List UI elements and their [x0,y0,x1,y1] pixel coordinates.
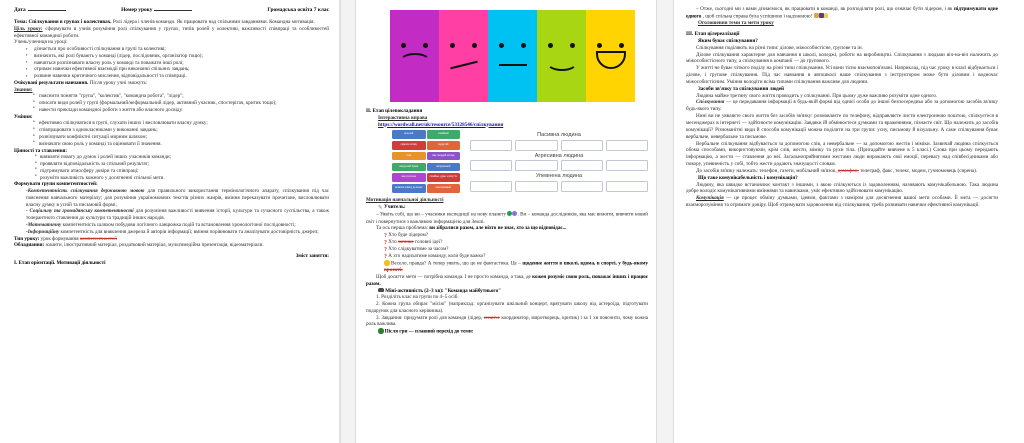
paragraph: Нині ви не уявляєте свого життя без засобів зв'язку: розмовляєте по телефону, відправляєте листи електронною поштою, спілкуєтеся в месенджерах в інтернеті — здійснюєте комунікацію. Завдяки їй обмінюєтеся думками та враженнями, пізнаєте світ. Що належить до засобів комунікації? Різноманітні види й способи комунікації можна поділити на три групи: усну, письмову й візуальну. А саме спілкування буває вербальне, невербальне та письмове. [686,113,998,140]
mini-step-struck: creative [483,314,500,321]
eye-left [597,43,602,48]
list-item: ▪ отримає навички ефективної взаємодії при виконанні спільних завдань; [28,66,329,73]
emoji-panel-neutral [488,10,537,102]
list-item: • пояснити поняття "група", "колектив", "командна робота", "лідер"; [34,93,329,100]
list-item: • виявляти повагу до думок і ролей інших учасників команди; [36,154,329,161]
mouth-slant [450,61,478,70]
drop-slot[interactable] [515,140,557,151]
mouth-flat [499,64,527,66]
document-page-1 [0,0,340,443]
list-item: ▪ визначить, які ролі бувають у команді (лідер, послідовник, організатор тощо); [28,53,329,60]
stage-2-title: II. Етап цілепокладання [366,108,423,114]
p8-a: До засобів зв'язку належать: телефон, газети, мобільний зв'язок, [696,167,837,174]
paragraph: Спілкування поділяють на різні типи: ділове, міжособистісне, групове та ін. [696,44,863,51]
goal-p-bold: кожен розуміє свою роль, поважає інших і працює разом. [366,274,648,287]
face-slightly-sad-icon [439,35,488,77]
list-item: ▪ дізнається про особливості спілкування в групі та колективі; [28,46,329,53]
wordwall-widget[interactable] [392,130,648,194]
mini-step: 3. Завдання: придумати ролі для команди (лідер, creative координатор, миротворець, критик) і за 1 хв пояснити, чому кожна роль важлива. [366,314,648,328]
students-list [14,46,329,80]
topic-title: Спілкування в групах і колективах. [28,19,112,25]
subheading-1: Яким буває спілкування? [698,37,758,44]
interactive-exercise-label: Інтерактивна вправа [378,114,428,121]
lesson-number-field [121,6,228,13]
competence-item [14,229,329,236]
wordwall-link[interactable]: https://wordwall.net/uk/resource/53328546/спілкування [378,121,504,128]
goal-label: Ціль уроку: [14,25,43,32]
subheading-2: Засоби зв'язку та спілкування людей [698,85,784,92]
word-tile[interactable]: підняти голову [392,141,426,150]
lightbulb-icon [824,13,829,18]
goal-text: сформувати в учнів розуміння ролі спілкування у групах, типів ролей у колективі, важливості співпраці та особливостей ефективної командної роботи. [14,25,329,39]
skills-list [14,120,329,147]
competence-text: компетентність для виявлення джерела й авторів інформації; вміння порівнювати та аналізувати достовірність джерел; [59,228,319,235]
competence-title: - Соціальну та громадянську компетентності [26,208,134,215]
category-label-confident: Упевнена людина [535,173,583,180]
category-label-passive: Пасивна людина [537,132,581,139]
intro-bold: підтримувати одне одного [686,6,998,20]
question-text: Хто буде лідером? [388,232,428,239]
eye-right [472,43,477,48]
teacher-p2-bold: ви зібралися разом, але ніхто не знає, хто за що відповідає... [429,225,567,232]
wordwall-categories [464,130,648,194]
list-item: • підтримувати атмосферу довіри та співпраці; [36,168,329,175]
results-lead: Після уроку учні зможуть: [89,79,148,86]
definition-komunikatsiya [686,195,998,209]
after-game-line [366,328,648,335]
equipment-label: Обладнання: [14,242,45,249]
competence-text: для правильного використання термінологічного апарату, спілкування під час пояснення навчального матеріалу; для розуміння україномовних текстів різних жанрів, вміння переказувати прочитане, висловлювати власну думку в усній та письмовій формі; [26,188,329,208]
word-tile[interactable]: нерозкований [427,184,461,193]
face-sad-icon [390,35,439,77]
face-neutral-icon [488,35,537,77]
equipment-text: зошити, ілюстративний матеріал, роздатковий матеріал, мультимедійна презентація, відеоматеріали. [45,242,264,249]
category-slots-confident[interactable] [470,181,648,192]
drop-slot[interactable] [561,140,603,151]
intro-a: – Отже, сьогодні ми з вами дізнаємося, як працювати в команді, як розподіляти ролі, що означає бути лідером, і як [696,6,953,12]
question-struck: запише [397,239,414,246]
drop-slot[interactable] [515,181,557,192]
competence-title: -Математичну [26,221,62,228]
teacher-label: Учитель: [383,203,406,210]
competence-item [14,188,329,208]
mini-step: 2. Кожна група обирає "місію" (наприклад: організувати шкільний концерт, врятувати школу від астероїда, підготувати подарунок для класного керівника). [366,301,648,314]
list-item: ▪ навчиться розпізнавати власну роль у команді та поважати інші ролі; [28,60,329,67]
subheading-3: Що таке комунікабельність і комунікація? [698,174,798,181]
car-icon [378,288,384,292]
drop-slot[interactable] [561,181,603,192]
face-happy-icon [537,35,586,77]
question-text: Хто слідкуватиме за часом? [388,246,449,253]
term-spilkuvannya: Спілкування [696,99,725,106]
eye-left [450,43,455,48]
p8-b: телеграф, факс, телекс, модем, гучномовець (сирена). [860,167,978,174]
means-paragraph [686,168,998,175]
word-tile[interactable]: виявляє повагу до інших [392,184,426,193]
paragraph: Людина майже третину свого життя проводить у спілкуванні. При цьому дуже важливо розуміти одне одного. [696,92,938,99]
competence-text: компетентність шляхом побудови логічного ланцюжка подій та встановлення хронологічної послідовності; [61,221,296,228]
teacher-line [366,204,648,212]
list-item: • навести приклади командної роботи з життя або власного досвіду. [34,107,329,114]
list-item: • розв'язувати конфліктні ситуації мирним шляхом; [34,134,329,141]
wordwall-tile-bank[interactable] [392,130,460,194]
competence-title: -Компетентність спілкування державною мовою [26,188,145,195]
teacher-p2-lead: Та ось перша проблема: [376,225,428,232]
stage-1-title: I. Етап орієнтації. Мотивації діяльності [14,259,106,266]
lesson-type-label: Тип уроку: [14,235,40,242]
competence-title: -Інформаційну [26,228,60,235]
document-page-3 [674,0,1012,443]
word-tile[interactable]: спокійно, дуже з почуття [427,173,461,182]
content-title: Зміст заняття: [295,253,329,260]
word-tile[interactable]: рішучий [392,130,426,139]
definition-text: — це процес обміну думками, ідеями, фактами з наміром для досягнення вашої мети особами. Її мета — досягти взаєморозуміння та отримати довіру. Щоб отримувати задоволення від спілкування, треба розвивати навички ефективної комунікації. [686,195,998,209]
competence-item [14,222,329,229]
mouth-open-smile [596,51,626,69]
competence-text: для розуміння важливості вивчення історії, культури та сучасного суспільства, а також толерантного ставлення до культури та традицій інших народів. [26,208,330,222]
question-item [366,253,648,260]
intro-b: , щоб спільна справа була успішною і надхненою! [702,13,813,20]
eye-left [499,43,504,48]
question-text: А хто надихатиме команду, коли буде важко? [388,253,486,260]
topic-rest: Ролі лідера і членів команди. Як працювати над спільними завданнями. Командна мотивація. [112,19,315,25]
date-label: Дата [14,7,26,13]
lesson-number-label: Номер уроку [121,7,153,13]
after-game-text: Після гри — плавний перехід до теми: [384,328,474,335]
goal-paragraph [14,26,329,40]
question-item [366,232,648,239]
drop-slot[interactable] [470,181,512,192]
page-header [14,6,329,13]
category-slots-passive[interactable] [470,140,648,151]
drop-slot[interactable] [561,160,603,171]
word-tile[interactable]: сердитий [427,141,461,150]
drop-slot[interactable] [606,160,648,171]
book-icon [819,13,824,18]
after-q-a: Весело, правда? А тепер уявіть, що це не фантастика. Це – [391,260,521,267]
results-paragraph [14,80,329,87]
motivation-title: Мотивація навчальної діяльності [366,196,444,203]
list-item: • ефективно спілкуватися в групі, слухати інших і висловлювати власну думку; [34,120,329,127]
competence-label-text: Формувати групи компетентностей: [14,181,98,188]
smiley-icon [384,260,390,266]
question-mark-icon: ? [384,247,387,254]
goal-team-paragraph [366,274,648,288]
goal-p-a: Щоб досягти мети — потрібна команда. І не просто команда, а така, де [376,274,531,281]
paragraph: У житті не буває чіткого поділу на різні типи спілкування. Усі вони тісно взаємопов'язані. Наприклад, під час уроку в класі відбувається і ділове, і групове спілкування. Під час навчання в автошколі наше спілкування з інструктором може бути діловим і водночас міжособистісним. Уміння володіти всіма типами спілкування важливе для людини. [686,65,998,85]
teacher-paragraph-1 [366,211,648,225]
lesson-type-struck: компетентностей [79,235,118,242]
values-label: Цінності та ставлення: [14,147,68,154]
word-tile[interactable]: спокійний [427,130,461,139]
eye-right [521,43,526,48]
knowledge-list [14,93,329,113]
question-mark-icon: ? [384,240,387,247]
question-item: ? Хто запише головні ідеї? [384,239,443,247]
drop-slot[interactable] [606,181,648,192]
target-icon [378,328,384,334]
word-tile[interactable]: має уголосно [392,173,426,182]
emoji-panel-very-happy [586,10,635,102]
paragraph: Людину, яка швидко встановлює контакт з іншими, з якою спілкуються із задоволенням, називають комунікабельною. Така людина добре володіє комунікативними вміннями та навичками, уміє ефективно здійснювати комунікацію. [686,181,998,195]
word-tile[interactable]: має твердий погляд [427,152,461,161]
emoji-panel-slightly-sad [439,10,488,102]
students-lead-text: Учень/учениця на уроці: [14,39,68,46]
competence-item [14,208,329,222]
category-label-aggressive: Агресивна людина [534,152,584,159]
topic-paragraph [14,19,329,26]
definition-text: — це передавання інформації в будь-якій формі від однієї особи до іншої безпосередньо або за допомогою засобів зв'язку будь-якого типу. [686,99,998,113]
results-label: Очікувані результати навчання. [14,79,89,86]
wordwall-link-paragraph [366,122,648,129]
list-item: ▪ розвине навички критичного мислення, відповідальності та співпраці. [28,73,329,80]
paragraph: Ділове спілкування характерне для навчання в школі, коледжі, роботи на виробництві. Спілкування з людьми віч-на-віч належить до міжособистісного типу, а спілкування в компанії — до групового. [686,51,998,65]
list-item: • визначати свою роль у команді та оцінювати її значення. [34,141,329,148]
mouth-frown [399,53,431,71]
page-separator-1 [340,0,356,443]
mini-step: 1. Розділіть клас на групи по 4–5 осіб. [376,294,459,301]
eye-right [619,43,624,48]
paragraph: Вербальне спілкування відбувається за допомогою слів, а невербальне — за допомогою жестів і міміки. Зазвичай людина спілкується обома способами, використовуючи, крім слів, жести, міміку та рухи тіла. (Пригадайте вивчене в 5 класі.) Слова при цьому передають інформацію, а жести — ставлення до неї. Загальноприйнятими жестами люди виражають свої емоції, перевагу над співбесідниками або покору, упевненість у собі, тобто жести додають значущості словам. [686,140,998,168]
after-q-struck: проєкті. [384,267,403,274]
equipment-paragraph [14,242,329,249]
word-tile[interactable]: тихо [392,152,426,161]
question-mark-icon: ? [384,254,387,261]
word-tile[interactable]: нахурений брови [392,163,426,172]
eye-right [570,43,575,48]
emoji-panel-sad [390,10,439,102]
drop-slot[interactable] [470,140,512,151]
question-mark-icon: ? [384,233,387,240]
knowledge-label: Знання: [14,86,33,93]
emotions-banner-image [390,10,635,102]
face-very-happy-icon [586,35,635,77]
page-separator-2 [656,0,674,443]
eye-left [548,43,553,48]
stage-3-title: III. Етап цілереалізації [686,31,740,38]
lesson-type-text: урок формування [40,235,79,242]
word-tile[interactable]: натуральний [427,163,461,172]
pencil-icon: ✎ [378,204,383,211]
after-questions-paragraph [366,260,648,274]
mouth-smile [546,53,578,71]
list-item: • розуміти важливість кожного у досягненні спільної мети. [36,175,329,182]
skills-label: Уміння: [14,113,33,120]
drop-slot[interactable] [470,160,512,171]
document-page-2 [356,0,656,443]
topic-label: Тема: [14,19,28,25]
teacher-p1-b: . Ви – команда дослідників, яка має вижити, вивчити новий світ і повернутися з важливою інформацією для Землі. [366,211,648,225]
drop-slot[interactable] [515,160,557,171]
definition-communication [686,99,998,113]
subject-label: Громадська освіта 7 клас [267,7,329,13]
after-q-bold: щоденне життя в школі, вдома, в спорті, у будь-якому [522,260,649,267]
eye-right [423,43,428,48]
intro-paragraph [686,6,998,20]
lesson-number-blank[interactable] [154,6,192,11]
date-blank[interactable] [28,6,66,11]
p8-struck: домофон, [837,167,859,174]
category-slots-aggressive[interactable] [470,160,648,171]
list-item: • описати види ролей у групі (формальний/неформальний лідер, активний учасник, спостерігач, критик тощо); [34,100,329,107]
date-field [14,6,121,13]
term-komunikatsiya: Комунікація [696,195,724,202]
announce-topic: Оголошення теми та мети уроку [698,20,774,27]
mini-activity-title-text: Міні-активність (2–3 хв): "Команда майбутнього" [385,287,501,294]
eye-left [401,43,406,48]
hand-icon [814,13,819,18]
values-list [14,154,329,181]
emoji-panel-happy [537,10,586,102]
list-item: • проявляти відповідальність за спільний результат; [36,161,329,168]
teacher-p1-a: – Уявіть собі, що ви – учасники експедиції на нову планету [376,211,507,218]
drop-slot[interactable] [606,140,648,151]
list-item: • співпрацювати з однокласниками у виконанні завдань; [34,127,329,134]
